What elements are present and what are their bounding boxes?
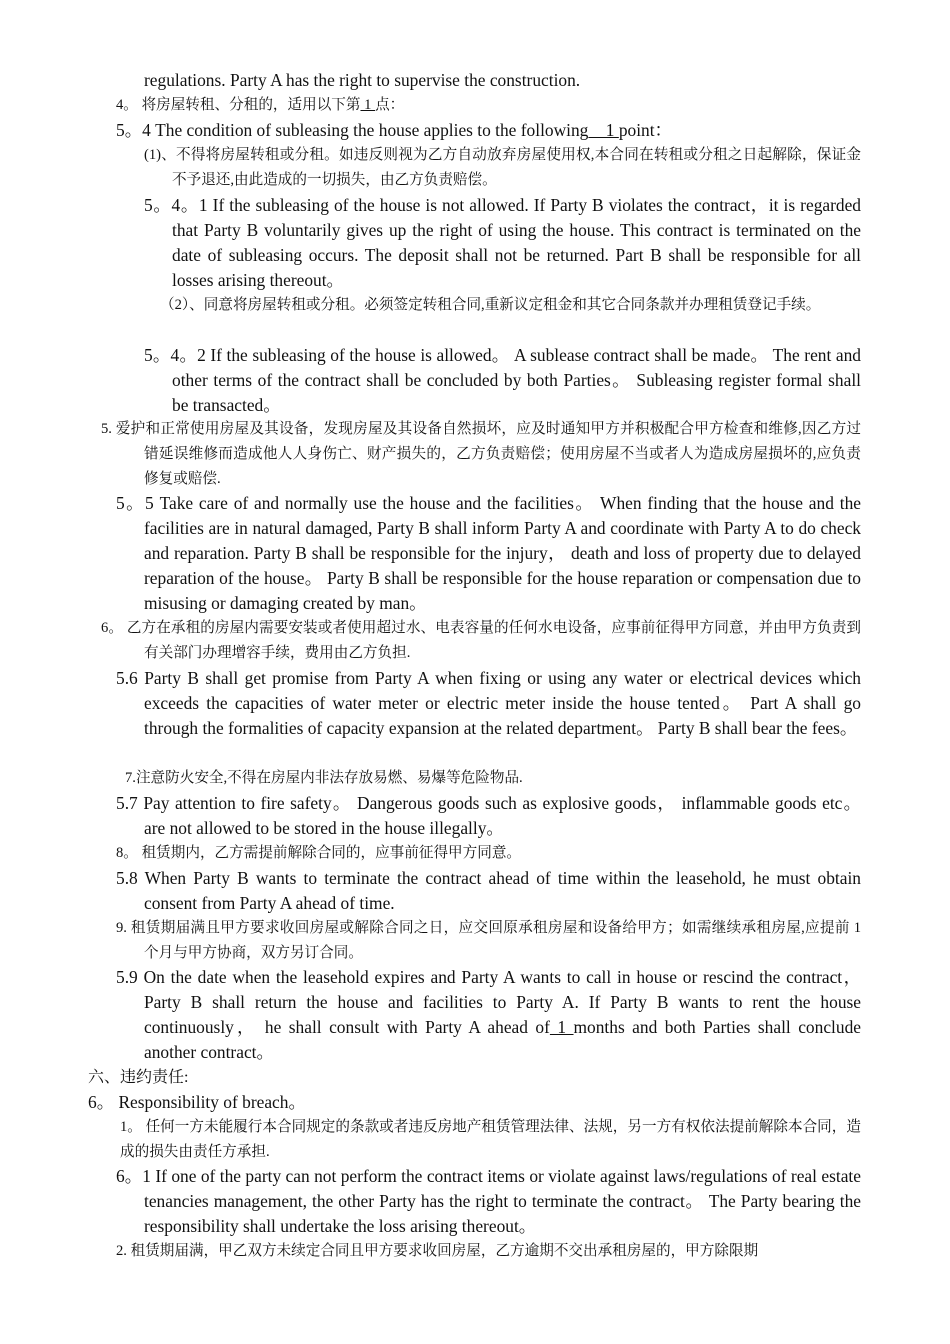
text: On the date when the leasehold expires and Party A wants to call in house or rescind the contract， Party B shall return the house and facilities to Party A. If Party B wants to rent the house continuously， he shall consult with Party A ahead of [143,967,861,1037]
blank-value: 1 [549,1017,574,1037]
clause-english [116,1164,861,1239]
clause-number: 9. [116,920,127,936]
clause-number: 5.6 [116,668,138,688]
blank-value: 1 [588,120,619,140]
text: (1)、不得将房屋转租或分租。如违反则视为乙方自动放弃房屋使用权,本合同在转租或分租之日起解除，保证金不予退还,由此造成的一切损失，由乙方负责赔偿。 [144,147,861,188]
clause-english [116,118,861,143]
text: Pay attention to fire safety。 Dangerous goods such as explosive goods， inflammable goods etc。 are not allowed to be stored in the house illegally。 [143,793,861,838]
text: 爱护和正常使用房屋及其设备，发现房屋及其设备自然损坏，应及时通知甲方并积极配合甲方检查和维修,因乙方过错延误维修而造成他人人身伤亡、财产损失的，乙方负责赔偿；使用房屋不当或者人为造成房屋损坏的,应负责修复或赔偿. [115,421,861,487]
clause-number: 5。 [144,345,171,365]
blank-value: 1 [360,97,376,113]
text: 将房屋转租、分租的，适用以下第 [141,97,361,113]
clause-number: 5.8 [116,868,138,888]
text: months and both Parties shall conclude another contract。 [144,1017,861,1062]
clause-number: 5。 [116,493,146,513]
clause-english [144,343,861,418]
clause-chinese [120,1115,861,1165]
text: 租赁期届满且甲方要求收回房屋或解除合同之日，应交回原承租房屋和设备给甲方；如需继续承租房屋,应提前 1 个月与甲方协商，双方另订合同。 [130,920,861,961]
text: 1 If one of the party can not perform the contract items or violate against laws/regulations of real estate tenancies management, the other Party has the right to terminate the contract。 The Party bearing the responsibility shall undertake the loss arising thereout。 [142,1166,861,1236]
clause-english [116,491,861,616]
clause-chinese [116,916,861,966]
text: 租赁期届满，甲乙双方未续定合同且甲方要求收回房屋，乙方逾期不交出承租房屋的，甲方除限期 [130,1243,759,1259]
clause-chinese [101,616,861,666]
text: 点： [375,97,405,113]
text: regulations. Party A has the right to supervise the construction. [144,70,581,90]
clause-number: 8。 [116,845,138,861]
section-heading [88,1065,861,1090]
clause-english [116,965,861,1065]
clause-english [144,193,861,293]
text: 乙方在承租的房屋内需要安装或者使用超过水、电表容量的任何水电设备，应事前征得甲方同意，并由甲方负责到有关部门办理增容手续，费用由乙方负担. [126,620,861,661]
clause-english [116,666,861,741]
text: 4 The condition of subleasing the house applies to the following [142,120,589,140]
section-heading-english [88,1090,861,1115]
text: 六、违约责任: [88,1069,189,1086]
text: （2）、同意将房屋转租或分租。必须签定转租合同,重新议定租金和其它合同条款并办理租赁登记手续。 [160,297,821,313]
clause-number: 6。 [101,620,124,636]
clause-number: 6。 [116,1166,143,1186]
clause-number: 2. [116,1243,127,1259]
clause-number: 1。 [120,1119,142,1135]
paragraph [144,68,861,93]
clause-english [116,791,861,841]
text: 4。1 If the subleasing of the house is not allowed. If Party B violates the contract，it is regarded that Party B voluntarily gives up the right of using the house. This contract is terminated on the date of subleasing occurs. The deposit shall not be returned. Part B shall be responsible for all losses arising thereout。 [171,195,862,290]
text: 注意防火安全,不得在房屋内非法存放易燃、易爆等危险物品. [135,770,523,786]
text: 5 Take care of and normally use the house and the facilities。 When finding that the house and the facilities are in natural damaged, Party B shall inform Party A and coordinate with Party A to do check and reparation. Party B shall be responsible for the injury， death and loss of property due to delayed reparation of the house。 Party B shall be responsible for the house reparation or compensation due to misusing or damaging created by man。 [144,493,861,613]
text: Party B shall get promise from Party A when fixing or using any water or electrical devices which exceeds the capacities of water meter or electric meter inside the house tented。 Part A shall go through the formalities of capacity expansion at the related department。 Party B shall bear the fees。 [144,668,861,738]
clause-number: 5. [101,421,112,437]
clause-chinese [116,1239,861,1264]
clause-chinese [160,293,861,318]
clause-chinese [116,93,861,118]
clause-number: 5.9 [116,967,138,987]
text: point： [618,120,672,140]
clause-english [116,866,861,916]
clause-chinese [101,417,861,492]
clause-number: 5。 [116,120,143,140]
clause-chinese [144,143,861,193]
text: 任何一方未能履行本合同规定的条款或者违反房地产租赁管理法律、法规，另一方有权依法提前解除本合同，造成的损失由责任方承担. [120,1119,861,1160]
clause-number: 7. [125,770,136,786]
clause-number: 6。 [88,1092,115,1112]
clause-number: 5。 [144,195,172,215]
clause-chinese [125,766,861,791]
clause-number: 5.7 [116,793,138,813]
clause-number: 4。 [116,97,138,113]
text: When Party B wants to terminate the contract ahead of time within the leasehold, he must obtain consent from Party A ahead of time. [144,868,861,913]
text: 租赁期内，乙方需提前解除合同的，应事前征得甲方同意。 [141,845,522,861]
text: 4。2 If the subleasing of the house is allowed。 A sublease contract shall be made。 The rent and other terms of the contract shall be concluded by both Parties。 Subleasing register formal shall be transacted。 [170,345,861,415]
clause-chinese [116,841,861,866]
text: Responsibility of breach。 [118,1092,306,1112]
